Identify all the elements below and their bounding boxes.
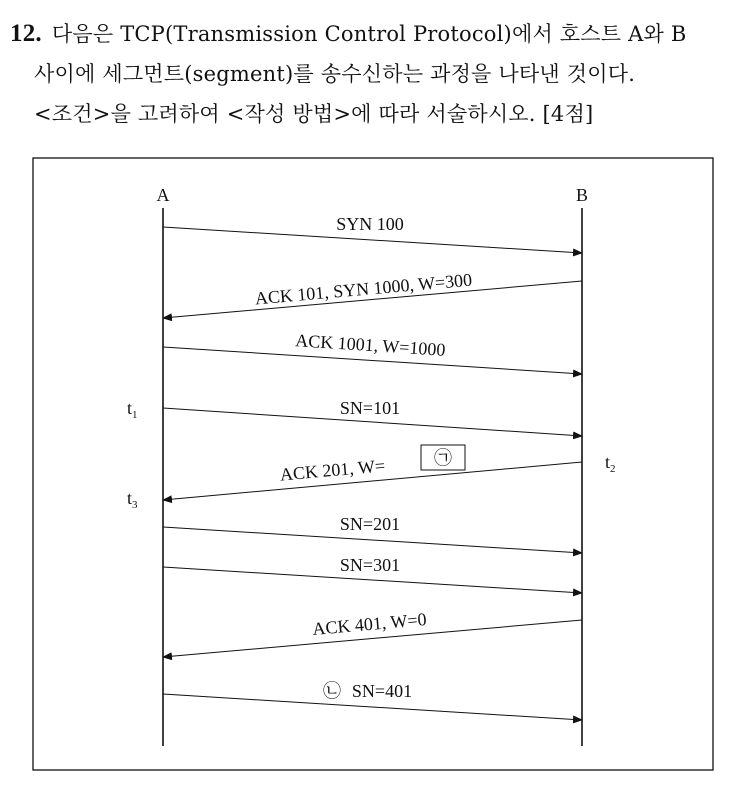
time-label-t3-sub: 3 <box>132 499 138 511</box>
blank-marker-giyeok: ㉠ <box>434 448 452 468</box>
message-label-ack-201: ACK 201, W= <box>279 455 386 485</box>
question-line-2: 사이에 세그먼트(segment)를 송수신하는 과정을 나타낸 것이다. <box>34 62 636 86</box>
host-a-label: A <box>156 185 170 205</box>
time-label-t2-sub: 2 <box>610 463 616 475</box>
message-label-syn: SYN 100 <box>336 214 404 234</box>
message-label-ack-401: ACK 401, W=0 <box>311 609 428 639</box>
time-label-t1-sub: 1 <box>132 409 138 421</box>
circle-marker-nieun: ㉡ <box>323 681 341 701</box>
question-line-3: <조건>을 고려하여 <작성 방법>에 따라 서술하시오. [4점] <box>34 102 594 126</box>
time-label-t1-base: t <box>127 398 133 418</box>
question-line-1-text: 다음은 TCP(Transmission Control Protocol)에서 호스트 A와 B <box>51 22 687 46</box>
time-label-t3-base: t <box>127 488 133 508</box>
message-label-syn-ack: ACK 101, SYN 1000, W=300 <box>254 269 473 309</box>
time-label-t2-base: t <box>605 452 611 472</box>
message-label-sn-301: SN=301 <box>339 555 401 575</box>
time-label-t2 <box>605 452 616 475</box>
message-label-sn-201: SN=201 <box>339 514 401 534</box>
message-label-sn-401: SN=401 <box>351 681 413 701</box>
message-label-sn-101: SN=101 <box>339 398 401 418</box>
time-label-t3 <box>127 488 138 511</box>
time-label-t1 <box>127 398 138 421</box>
message-label-ack: ACK 1001, W=1000 <box>294 330 447 360</box>
question-number: 12. <box>10 20 42 47</box>
host-b-label: B <box>575 185 589 205</box>
